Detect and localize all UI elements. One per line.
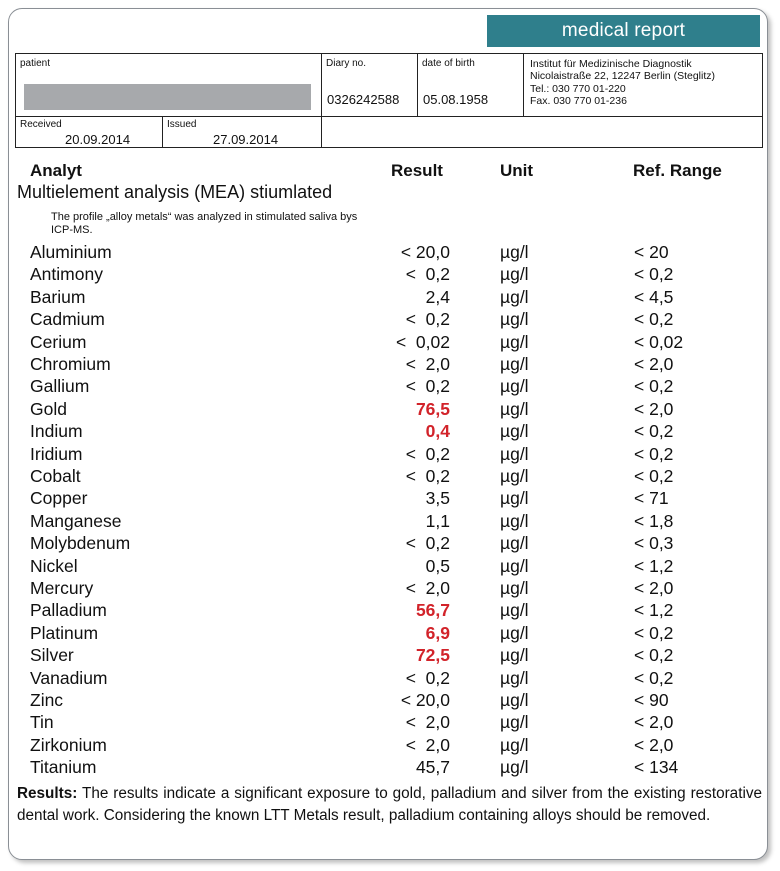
analyte-name: Cobalt (30, 466, 81, 486)
result-value: 3,5 (425, 488, 450, 509)
table-row (0, 354, 780, 376)
result-value: < 20,0 (400, 242, 450, 262)
analyte-name: Vanadium (30, 667, 108, 688)
table-row (0, 757, 780, 779)
institute-fax: Fax. 030 770 01-236 (530, 95, 627, 108)
table-row (0, 690, 780, 712)
ref-range-value: < 2,0 (634, 578, 674, 598)
unit-value: µg/l (500, 398, 529, 419)
ref-range-value: < 0,3 (634, 533, 674, 554)
analyte-name: Gold (30, 398, 67, 419)
result-value: < 0,2 (405, 466, 450, 486)
analyte-name: Palladium (30, 600, 107, 621)
analyte-name: Aluminium (30, 242, 112, 262)
table-row (0, 242, 780, 264)
unit-value: µg/l (500, 690, 529, 710)
result-value: 0,5 (425, 555, 450, 576)
ref-range-value: < 0,2 (634, 667, 674, 688)
result-value: 0,4 (425, 421, 450, 442)
analyte-name: Indium (30, 421, 83, 442)
ref-range-value: < 0,2 (634, 443, 674, 464)
result-value: < 20,0 (400, 690, 450, 710)
issued-label: Issued (167, 119, 197, 130)
unit-value: µg/l (500, 757, 529, 778)
received-value: 20.09.2014 (65, 132, 131, 147)
table-row (0, 533, 780, 555)
ref-range-value: < 0,2 (634, 645, 674, 666)
col-ref-header: Ref. Range (633, 161, 722, 180)
institute-street: Nicolaistraße 22, 12247 Berlin (Steglitz) (530, 70, 716, 83)
analyte-name: Molybdenum (30, 533, 131, 554)
result-value: < 0,2 (405, 264, 450, 285)
result-value: < 0,2 (405, 376, 450, 397)
ref-range-value: < 134 (634, 757, 679, 778)
analyte-name: Antimony (30, 264, 103, 285)
col-result-header: Result (391, 161, 443, 180)
institute-name: Institut für Medizinische Diagnostik (530, 58, 692, 70)
dob-cell (417, 53, 524, 117)
analyte-name: Tin (30, 712, 54, 733)
unit-value: µg/l (500, 488, 529, 509)
institute-phone: Tel.: 030 770 01-220 (530, 82, 626, 95)
ref-range-value: < 2,0 (634, 354, 674, 374)
unit-value: µg/l (500, 645, 529, 666)
result-value: < 2,0 (405, 354, 450, 374)
unit-value: µg/l (500, 421, 529, 442)
analyte-name: Platinum (30, 622, 99, 643)
unit-value: µg/l (500, 578, 529, 598)
ref-range-value: < 2,0 (634, 712, 674, 733)
summary-label: Results: (17, 785, 78, 802)
unit-value: µg/l (500, 466, 529, 486)
result-value: 1,1 (425, 510, 450, 531)
table-row (0, 623, 780, 645)
unit-value: µg/l (500, 600, 529, 621)
empty-cell (321, 116, 763, 148)
table-row (0, 668, 780, 690)
ref-range-value: < 2,0 (634, 398, 674, 419)
result-value: 56,7 (415, 600, 450, 621)
unit-value: µg/l (500, 510, 529, 531)
unit-value: µg/l (500, 376, 529, 397)
table-row (0, 556, 780, 578)
table-row (0, 264, 780, 286)
ref-range-value: < 0,2 (634, 376, 674, 397)
col-analyte-header: Analyt (30, 161, 82, 180)
summary-text: The results indicate a significant exposure to gold, palladium and silver from the existing restorative dental work. Considering the known LTT Metals result, palladium containing alloys should be removed. (17, 785, 762, 824)
table-row (0, 735, 780, 757)
issued-value: 27.09.2014 (213, 132, 279, 147)
ref-range-value: < 1,8 (634, 510, 674, 531)
ref-range-value: < 0,2 (634, 421, 674, 442)
received-cell (15, 116, 163, 148)
analyte-name: Mercury (30, 578, 94, 598)
table-row (0, 488, 780, 510)
results-summary (17, 783, 762, 827)
unit-value: µg/l (500, 622, 529, 643)
unit-value: µg/l (500, 555, 529, 576)
analyte-name: Zinc (30, 690, 64, 710)
analyte-name: Cerium (30, 331, 87, 352)
col-unit-header: Unit (500, 161, 534, 180)
institute-cell (523, 53, 763, 117)
table-row (0, 399, 780, 421)
table-row (0, 712, 780, 734)
ref-range-value: < 2,0 (634, 734, 674, 755)
unit-value: µg/l (500, 712, 529, 733)
unit-value: µg/l (500, 309, 529, 330)
table-row (0, 421, 780, 443)
unit-value: µg/l (500, 264, 529, 285)
unit-value: µg/l (500, 242, 529, 262)
result-value: < 2,0 (405, 712, 450, 733)
result-value: < 0,2 (405, 309, 450, 330)
dob-label: date of birth (422, 58, 475, 69)
diary-value: 0326242588 (327, 92, 400, 107)
patient-cell (15, 53, 322, 117)
diary-cell (321, 53, 418, 117)
analyte-name: Titanium (30, 757, 97, 778)
analyte-name: Zirkonium (30, 734, 107, 755)
unit-value: µg/l (500, 734, 529, 755)
unit-value: µg/l (500, 533, 529, 554)
unit-value: µg/l (500, 331, 529, 352)
table-row (0, 287, 780, 309)
method-note: The profile „alloy metals“ was analyzed in stimulated saliva bys ICP-MS. (51, 211, 358, 236)
ref-range-value: < 20 (634, 242, 669, 262)
table-row (0, 309, 780, 331)
result-value: 2,4 (425, 286, 450, 307)
ref-range-value: < 0,2 (634, 466, 674, 486)
analyte-name: Chromium (30, 354, 111, 374)
patient-label: patient (20, 58, 51, 69)
table-row (0, 466, 780, 488)
analyte-name: Silver (30, 645, 74, 666)
table-row (0, 645, 780, 667)
diary-label: Diary no. (326, 58, 367, 69)
ref-range-value: < 1,2 (634, 600, 674, 621)
patient-name-redaction (24, 84, 311, 110)
analyte-name: Gallium (30, 376, 90, 397)
result-value: 45,7 (415, 757, 450, 778)
result-value: < 2,0 (405, 734, 450, 755)
table-row (0, 511, 780, 533)
ref-range-value: < 4,5 (634, 286, 674, 307)
table-row (0, 332, 780, 354)
dob-value: 05.08.1958 (423, 92, 489, 107)
ref-range-value: < 0,02 (634, 331, 684, 352)
table-row (0, 600, 780, 622)
result-value: < 0,2 (405, 667, 450, 688)
analyte-name: Copper (30, 488, 88, 509)
analyte-name: Barium (30, 286, 86, 307)
ref-range-value: < 90 (634, 690, 669, 710)
report-banner: medical report (487, 15, 760, 47)
ref-range-value: < 71 (634, 488, 669, 509)
section-title: Multielement analysis (MEA) stiumlated (17, 182, 333, 202)
unit-value: µg/l (500, 286, 529, 307)
ref-range-value: < 0,2 (634, 309, 674, 330)
unit-value: µg/l (500, 667, 529, 688)
result-value: 6,9 (425, 622, 450, 643)
ref-range-value: < 0,2 (634, 622, 674, 643)
analyte-name: Manganese (30, 510, 122, 531)
result-value: < 2,0 (405, 578, 450, 598)
table-row (0, 376, 780, 398)
analyte-name: Iridium (30, 443, 83, 464)
ref-range-value: < 1,2 (634, 555, 674, 576)
analyte-name: Cadmium (30, 309, 105, 330)
result-value: 76,5 (415, 398, 450, 419)
result-value: 72,5 (415, 645, 450, 666)
ref-range-value: < 0,2 (634, 264, 674, 285)
table-row (0, 578, 780, 600)
unit-value: µg/l (500, 354, 529, 374)
result-value: < 0,2 (405, 443, 450, 464)
result-value: < 0,02 (395, 331, 450, 352)
table-row (0, 444, 780, 466)
analyte-name: Nickel (30, 555, 78, 576)
issued-cell (162, 116, 322, 148)
unit-value: µg/l (500, 443, 529, 464)
institute-address (530, 58, 715, 108)
result-value: < 0,2 (405, 533, 450, 554)
received-label: Received (20, 119, 62, 130)
